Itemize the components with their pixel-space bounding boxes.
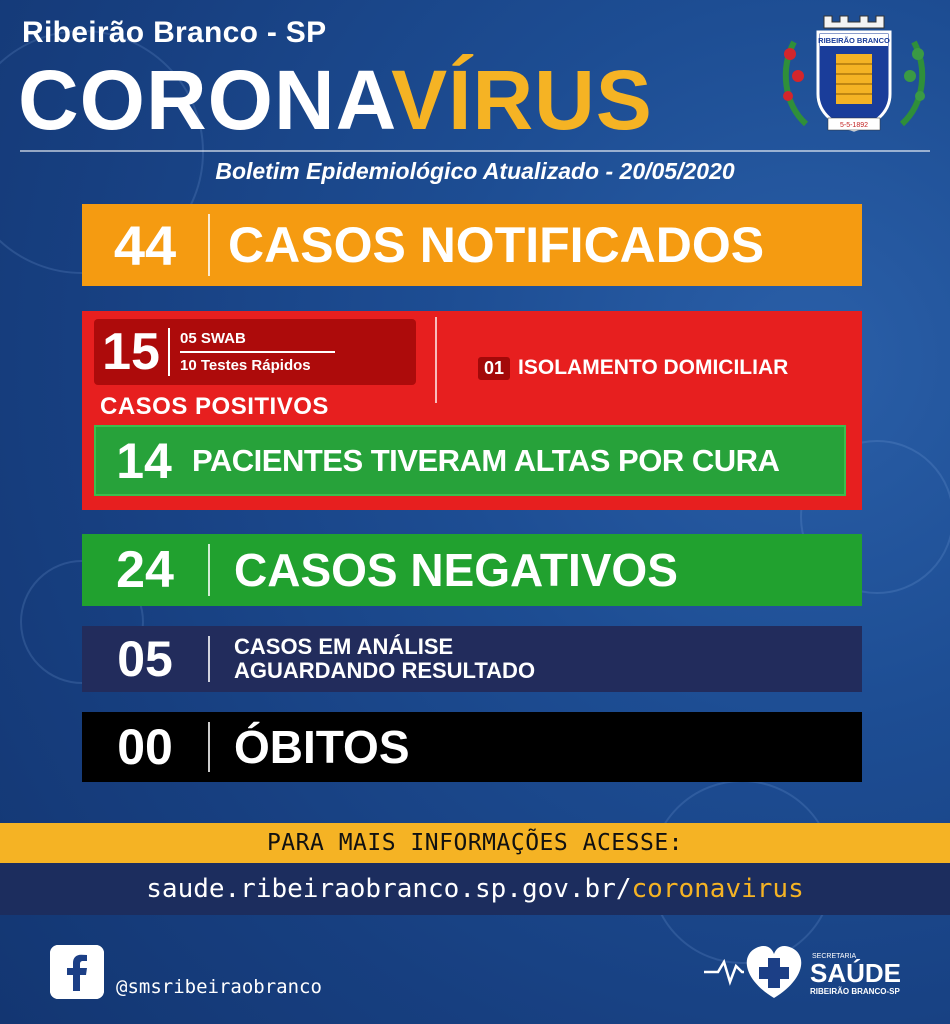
deaths-bar [82, 712, 862, 782]
notified-label: CASOS NOTIFICADOS [228, 217, 765, 273]
title-white-part: CORONA [18, 53, 392, 147]
url-highlight: coronavirus [631, 874, 804, 904]
deaths-label: ÓBITOS [234, 721, 410, 773]
cured-bar [94, 425, 846, 496]
city-title: Ribeirão Branco - SP [22, 16, 327, 49]
health-heart-icon [704, 936, 924, 1006]
swab-count: 05 SWAB [180, 326, 335, 353]
negative-label: CASOS NEGATIVOS [234, 544, 678, 596]
facebook-icon[interactable] [50, 945, 104, 999]
cured-count: 14 [116, 432, 172, 489]
positive-count-box [94, 319, 416, 385]
emblem-text: RIBEIRÃO BRANCO [818, 36, 890, 45]
notified-cases-bar [82, 204, 862, 286]
header-divider [20, 150, 930, 152]
analysis-label-line2: AGUARDANDO RESULTADO [234, 658, 536, 683]
positive-label: CASOS POSITIVOS [100, 393, 329, 420]
rapid-tests-count: 10 Testes Rápidos [180, 357, 311, 374]
positive-cases-panel [82, 311, 862, 510]
emblem-date: 5-5-1892 [839, 122, 869, 129]
info-banner: PARA MAIS INFORMAÇÕES ACESSE: [0, 823, 950, 863]
divider [435, 317, 437, 403]
social-handle[interactable]: @smsribeiraobranco [116, 976, 322, 998]
analysis-cases-bar [82, 626, 862, 692]
url-main: saude.ribeiraobranco.sp.gov.br/ [146, 874, 632, 904]
logo-sub-text: RIBEIRÃO BRANCO-SP [810, 987, 900, 996]
bulletin-subtitle: Boletim Epidemiológico Atualizado - 20/05/2020 [215, 158, 735, 184]
notified-count: 44 [113, 213, 177, 277]
isolation-info [478, 356, 788, 380]
negative-count: 24 [116, 541, 174, 599]
analysis-count: 05 [117, 631, 173, 687]
negative-cases-bar [82, 534, 862, 606]
cured-label: PACIENTES TIVERAM ALTAS POR CURA [192, 442, 780, 478]
logo-main-text: SAÚDE [810, 958, 902, 988]
positive-breakdown [170, 326, 335, 378]
website-link[interactable] [0, 863, 950, 915]
isolation-label: ISOLAMENTO DOMICILIAR [518, 356, 789, 379]
analysis-label [210, 635, 535, 683]
analysis-label-line1: CASOS EM ANÁLISE [234, 634, 454, 659]
positive-count: 15 [102, 323, 160, 381]
title-yellow-part: VÍRUS [391, 53, 653, 147]
isolation-count: 01 [478, 357, 510, 380]
logo-small-text: SECRETARIA [812, 953, 857, 960]
main-title [18, 55, 653, 145]
emblem-icon [776, 14, 932, 136]
deaths-count: 00 [117, 719, 173, 775]
